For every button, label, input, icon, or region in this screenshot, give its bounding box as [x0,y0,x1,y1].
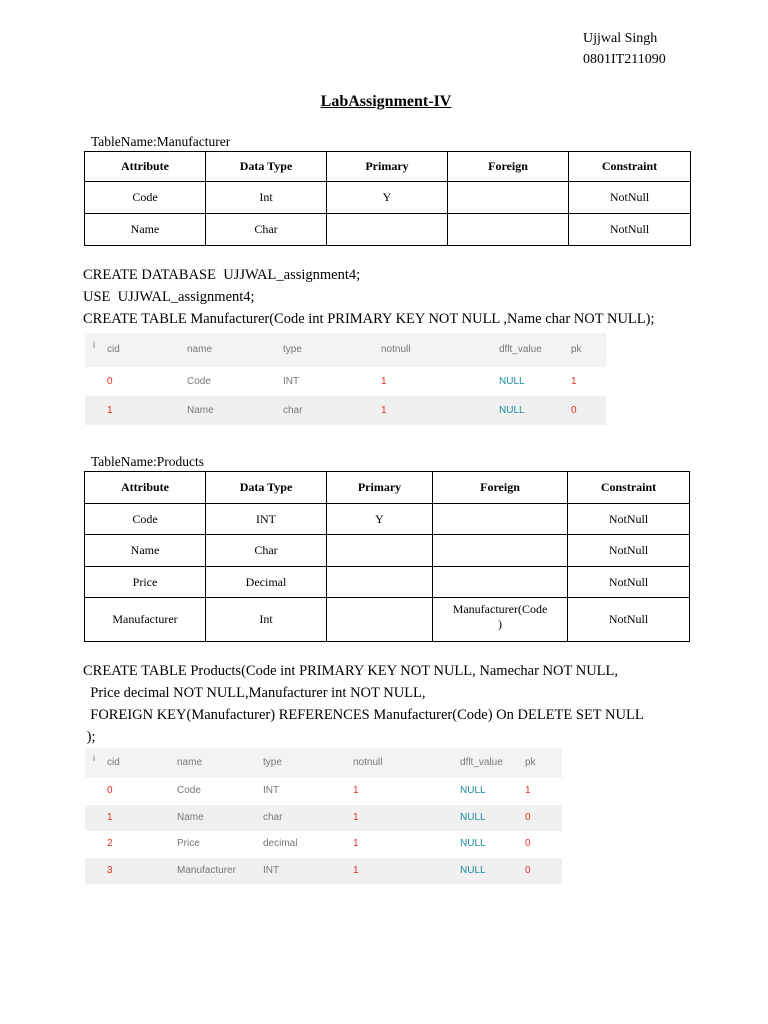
table-cell [433,567,568,598]
result-row [85,858,562,885]
table-row [85,182,691,214]
table-row [85,535,690,567]
result-cell: 1 [353,811,359,823]
result-cell: 1 [381,375,387,387]
table-cell: NotNull [568,535,690,567]
table-cell: Y [327,182,448,214]
result-column-header[interactable]: dflt_value [499,344,542,355]
manufacturer-table-caption: TableName:Manufacturer [91,134,231,149]
result-column-header[interactable]: pk [525,757,536,768]
sql-line: Price decimal NOT NULL,Manufacturer int NOT NULL, [83,685,426,701]
sql-line: ); [83,729,96,745]
info-icon[interactable]: i [93,340,95,350]
table-cell: Decimal [206,567,327,598]
table-cell: Int [206,598,327,642]
result-cell: char [283,404,303,416]
result-cell: Code [177,785,201,797]
result-cell: 0 [107,785,113,797]
sql-block-products [83,660,644,748]
result-cell: INT [283,375,300,387]
table-cell: Y [327,504,433,535]
info-icon[interactable]: i [93,753,95,763]
table-header-row [85,472,690,504]
table-cell: Name [85,535,206,567]
result-column-header[interactable]: notnull [353,757,383,768]
author-id: 0801IT211090 [583,52,666,67]
result-column-header[interactable]: name [187,344,213,355]
result-header-row [85,748,562,778]
result-cell: Name [187,404,214,416]
table-cell [433,504,568,535]
table-cell [327,535,433,567]
result-cell: NULL [499,375,525,387]
table-cell: NotNull [568,567,690,598]
table-cell: NotNull [568,504,690,535]
table-cell [448,182,569,214]
result-cell: 1 [353,838,359,850]
author-name: Ujjwal Singh [583,31,658,46]
result-cell: 0 [525,864,531,876]
result-column-header[interactable]: dflt_value [460,757,503,768]
result-column-header[interactable]: cid [107,344,120,355]
sql-line: CREATE TABLE Products(Code int PRIMARY KEY NOT NULL, Namechar NOT NULL, [83,663,619,679]
table-row [85,598,690,642]
author-block [583,28,666,70]
table-cell: Char [206,535,327,567]
result-row [85,396,606,425]
result-column-header[interactable]: type [263,757,282,768]
table-cell: NotNull [569,182,691,214]
column-header: Constraint [569,152,691,182]
table-cell [433,535,568,567]
result-column-header[interactable]: pk [571,344,582,355]
result-cell: NULL [460,785,486,797]
products-design-table [84,471,690,642]
result-cell: NULL [460,864,486,876]
table-row [85,504,690,535]
result-cell: Manufacturer [177,864,236,876]
result-cell: 2 [107,838,113,850]
result-cell: 1 [525,785,531,797]
query-result-products [85,748,562,881]
result-cell: decimal [263,838,298,850]
result-column-header[interactable]: type [283,344,302,355]
manufacturer-design-table [84,151,691,246]
table-cell: Code [85,182,206,214]
column-header: Primary [327,152,448,182]
result-cell: NULL [460,811,486,823]
table-cell: INT [206,504,327,535]
query-result-manufacturer [85,333,606,427]
table-cell: Code [85,504,206,535]
column-header: Attribute [85,472,206,504]
result-cell: 1 [107,811,113,823]
table-cell: Price [85,567,206,598]
column-header: Foreign [448,152,569,182]
result-cell: 0 [571,404,577,416]
sql-line: USE UJJWAL_assignment4; [83,289,255,305]
table-row [85,214,691,246]
table-cell: Manufacturer(Code ) [433,598,568,642]
products-table-caption: TableName:Products [91,454,205,469]
result-column-header[interactable]: cid [107,757,120,768]
result-cell: 1 [107,404,113,416]
result-row [85,367,606,396]
result-cell: 1 [353,864,359,876]
result-cell: 3 [107,864,113,876]
column-header: Foreign [433,472,568,504]
page-title: LabAssignment-IV [320,93,452,110]
result-cell: INT [263,864,280,876]
result-cell: Code [187,375,211,387]
sql-line: FOREIGN KEY(Manufacturer) REFERENCES Manufacturer(Code) On DELETE SET NULL [83,707,644,723]
table-row [85,567,690,598]
table-cell: Name [85,214,206,246]
column-header: Data Type [206,472,327,504]
result-row [85,778,562,805]
table-cell [327,214,448,246]
table-cell: Int [206,182,327,214]
result-row [85,831,562,858]
result-row [85,805,562,832]
result-header-row [85,333,606,367]
column-header: Primary [327,472,433,504]
table-cell [448,214,569,246]
result-cell: NULL [499,404,525,416]
result-column-header[interactable]: notnull [381,344,411,355]
column-header: Data Type [206,152,327,182]
result-cell: 1 [353,785,359,797]
result-cell: 0 [525,811,531,823]
table-cell: NotNull [568,598,690,642]
result-cell: Price [177,838,200,850]
result-cell: 1 [381,404,387,416]
result-cell: NULL [460,838,486,850]
result-cell: INT [263,785,280,797]
result-cell: 0 [107,375,113,387]
sql-block-manufacturer [83,264,655,330]
result-column-header[interactable]: name [177,757,203,768]
table-header-row [85,152,691,182]
result-cell: 0 [525,838,531,850]
result-cell: char [263,811,283,823]
result-cell: 1 [571,375,577,387]
table-cell: Char [206,214,327,246]
sql-line: CREATE TABLE Manufacturer(Code int PRIMARY KEY NOT NULL ,Name char NOT NULL); [83,311,655,327]
table-cell: NotNull [569,214,691,246]
sql-line: CREATE DATABASE UJJWAL_assignment4; [83,267,361,283]
column-header: Attribute [85,152,206,182]
table-cell [327,567,433,598]
column-header: Constraint [568,472,690,504]
table-cell [327,598,433,642]
table-cell: Manufacturer [85,598,206,642]
result-cell: Name [177,811,204,823]
